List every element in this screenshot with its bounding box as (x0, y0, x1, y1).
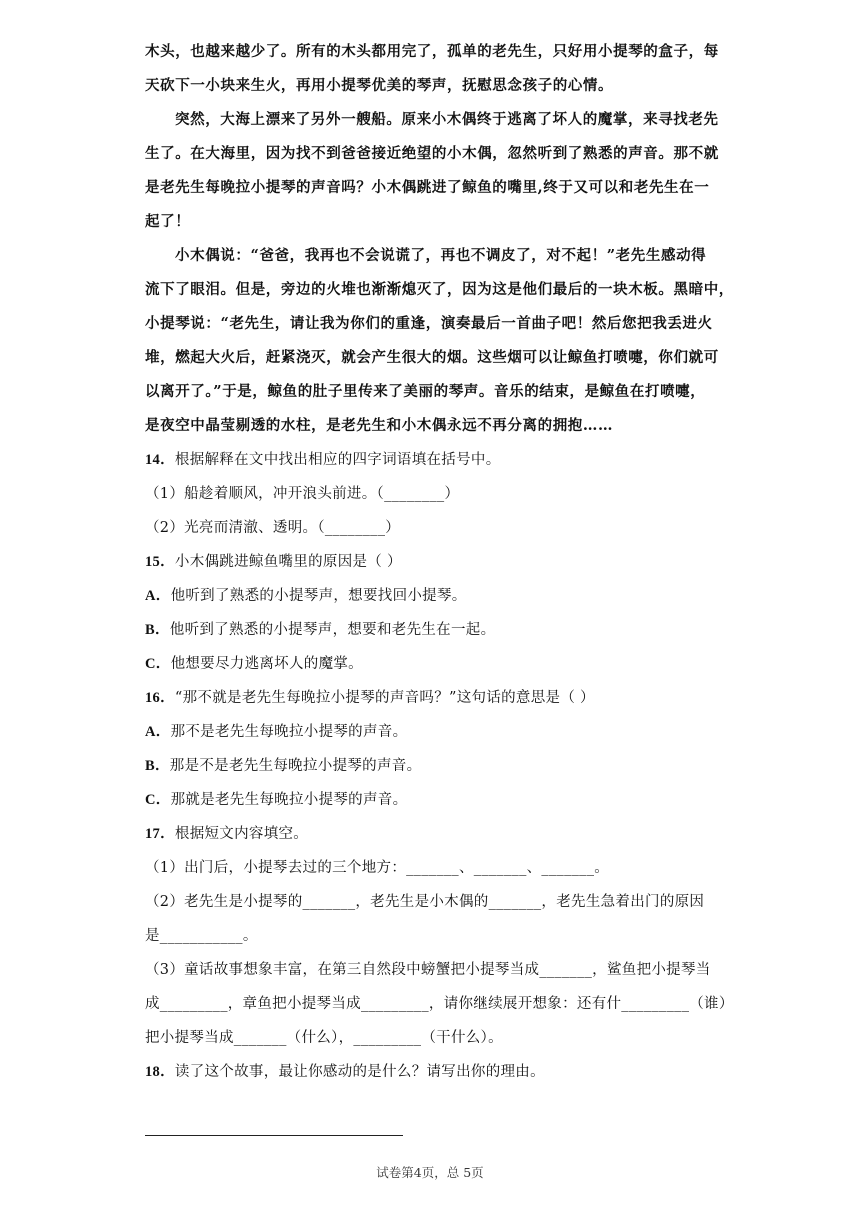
question-text: 根据解释在文中找出相应的四字词语填在括号中。 (174, 452, 501, 468)
option-b (145, 620, 720, 640)
question-number: 14． (145, 452, 175, 468)
story-line: 生了。在大海里，因为找不到爸爸接近绝望的小木偶，忽然听到了熟悉的声音。那不就 (145, 145, 719, 162)
story-line: 是老先生每晚拉小提琴的声音吗？小木偶跳进了鲸鱼的嘴里,终于又可以和老先生在一 (145, 179, 710, 196)
question-number: 18． (145, 1064, 175, 1080)
story-line: 起了！ (145, 213, 191, 230)
option-text: 那就是老先生每晚拉小提琴的声音。 (170, 792, 408, 808)
question-15 (145, 552, 720, 572)
option-a (145, 586, 720, 606)
question-text: 小木偶跳进鲸鱼嘴里的原因是（ ） (174, 554, 402, 570)
story-line: 突然，大海上漂来了另外一艘船。原来小木偶终于逃离了坏人的魔掌，来寻找老先 (175, 111, 719, 128)
question-17-line: （3）童话故事想象丰富，在第三自然段中螃蟹把小提琴当成_______，鲨鱼把小提琴当 (145, 962, 711, 978)
option-text: 他听到了熟悉的小提琴声，想要和老先生在一起。 (169, 622, 496, 638)
question-17 (145, 824, 720, 844)
story-line: 小提琴说：“老先生，请让我为你们的重逢，演奏最后一首曲子吧！然后您把我丢进火 (145, 315, 713, 332)
option-letter: C． (145, 656, 171, 672)
story-line: 是夜空中晶莹剔透的水柱，是老先生和小木偶永远不再分离的拥抱…… (145, 417, 614, 434)
story-line: 木头，也越来越少了。所有的木头都用完了，孤单的老先生，只好用小提琴的盒子，每 (145, 43, 719, 60)
question-number: 16． (145, 690, 175, 706)
option-letter: B． (145, 758, 170, 774)
option-letter: B． (145, 622, 170, 638)
question-text: 读了这个故事，最让你感动的是什么？请写出你的理由。 (174, 1064, 545, 1080)
option-text: 他想要尽力逃离坏人的魔掌。 (170, 656, 363, 672)
question-18 (145, 1062, 720, 1082)
question-number: 15． (145, 554, 175, 570)
story-line: 天砍下一小块来生火，再用小提琴优美的琴声，抚慰思念孩子的心情。 (145, 77, 614, 94)
answer-line[interactable] (145, 1135, 403, 1136)
story-line: 小木偶说：“爸爸，我再也不会说谎了，再也不调皮了，对不起！”老先生感动得 (175, 247, 707, 264)
question-17-line: 把小提琴当成_______（什么），_________（干什么）。 (145, 1030, 503, 1046)
option-letter: C． (145, 792, 171, 808)
option-text: 那不是老先生每晚拉小提琴的声音。 (170, 724, 408, 740)
story-line: 以离开了。”于是，鲸鱼的肚子里传来了美丽的琴声。音乐的结束，是鲸鱼在打喷嚏， (145, 383, 706, 400)
option-letter: A． (145, 724, 171, 740)
question-14 (145, 450, 720, 470)
question-text: “那不就是老先生每晚拉小提琴的声音吗？”这句话的意思是（ ） (174, 690, 595, 706)
question-14-item-1: （1）船趁着顺风，冲开浪头前进。（________） (145, 486, 460, 502)
question-16 (145, 688, 720, 708)
option-c (145, 654, 720, 674)
option-letter: A． (145, 588, 171, 604)
page-footer: 试卷第4页，总 5页 (376, 1165, 484, 1180)
question-17-line: 成_________，章鱼把小提琴当成_________，请你继续展开想象：还有什_________（谁） (145, 996, 734, 1012)
question-text: 根据短文内容填空。 (174, 826, 309, 842)
story-line: 流下了眼泪。但是，旁边的火堆也渐渐熄灭了，因为这是他们最后的一块木板。黑暗中， (145, 281, 734, 298)
question-14-item-2: （2）光亮而清澈、透明。（________） (145, 520, 401, 536)
story-line: 堆，燃起大火后，赶紧浇灭，就会产生很大的烟。这些烟可以让鲸鱼打喷嚏，你们就可 (145, 349, 719, 366)
question-17-line: （1）出门后，小提琴去过的三个地方：_______、_______、_______。 (145, 860, 610, 876)
option-text: 那是不是老先生每晚拉小提琴的声音。 (169, 758, 422, 774)
option-text: 他听到了熟悉的小提琴声，想要找回小提琴。 (170, 588, 467, 604)
option-a (145, 722, 720, 742)
question-17-line: 是___________。 (145, 928, 258, 944)
question-17-line: （2）老先生是小提琴的_______，老先生是小木偶的_______，老先生急着出门的原因 (145, 894, 705, 910)
option-c (145, 790, 720, 810)
question-number: 17． (145, 826, 175, 842)
option-b (145, 756, 720, 776)
